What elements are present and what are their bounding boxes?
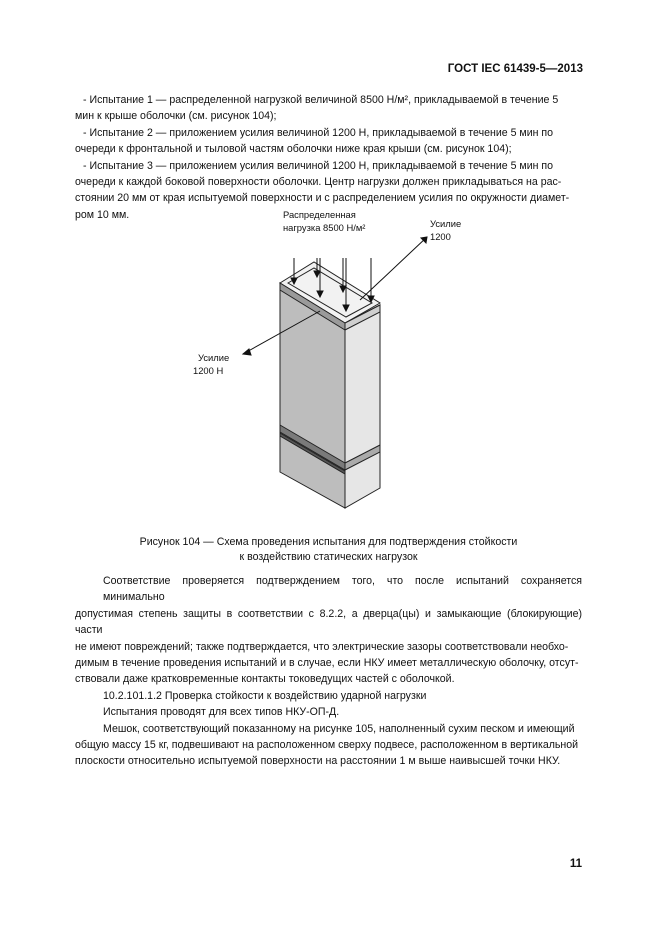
figure-caption: [75, 535, 582, 565]
force-top-label-line1: Усилие: [430, 218, 462, 229]
test3-line3: стоянии 20 мм от края испытуемой поверхности и с распределением усилия по окружности диамет-: [75, 192, 570, 205]
body-line4: димым в течение проведения испытаний и в случае, если НКУ имеет металлическую оболочку, отсут-: [75, 657, 579, 670]
test3-line2: очереди к каждой боковой поверхности оболочки. Центр нагрузки должен прикладываться на рас-: [75, 176, 562, 189]
test1-line1: - Испытание 1 — распределенной нагрузкой величиной 8500 Н/м², прикладываемой в течение 5: [83, 94, 559, 106]
page-number: 11: [569, 858, 582, 870]
section-heading: 10.2.101.1.2 Проверка стойкости к воздействию ударной нагрузки: [103, 689, 427, 702]
standard-header: ГОСТ IEC 61439-5—2013: [447, 63, 583, 75]
test1-line2: мин к крыше оболочки (см. рисунок 104);: [75, 110, 277, 123]
body-line9: общую массу 15 кг, подвешивают на расположенном сверху подвесе, расположенном в вертикальной: [75, 739, 579, 752]
test2-line1: - Испытание 2 — приложением усилия величиной 1200 Н, прикладываемой в течение 5 мин по: [83, 126, 554, 139]
body-line1: Соответствие проверяется подтверждением того, что после испытаний сохраняется минимально: [103, 575, 582, 604]
force-arrow-top: [360, 237, 427, 300]
body-line3: не имеют повреждений; также подтверждается, что электрические зазоры соответствовали необхо-: [75, 640, 569, 653]
body-line7: Испытания проводят для всех типов НКУ-ОП-Д.: [103, 706, 340, 719]
body-line10: плоскости относительно испытуемой поверхности на расстоянии 1 м выше наивысшей точки НКУ.: [75, 755, 561, 768]
test2-line2: очереди к фронтальной и тыловой частям оболочки ниже края крыши (см. рисунок 104);: [75, 143, 512, 156]
body-line8: Мешок, соответствующий показанному на рисунке 105, наполненный сухим песком и имеющий: [103, 722, 575, 735]
test3-line4: ром 10 мм.: [75, 208, 130, 221]
force-top-label-line2: 1200: [430, 231, 451, 242]
body-line5: ствовали даже кратковременные контакты токоведущих частей с оболочкой.: [75, 673, 455, 686]
body-line2: допустимая степень защиты в соответствии с 8.2.2, а дверца(цы) и замыкающие (блокирующие) части: [75, 607, 582, 637]
force-side-label-line2: 1200 Н: [193, 365, 224, 376]
load-label-line2: нагрузка 8500 Н/м²: [283, 222, 366, 233]
test3-line1: - Испытание 3 — приложением усилия величиной 1200 Н, прикладываемой в течение 5 мин по: [83, 159, 554, 172]
load-label-line1: Распределенная: [283, 209, 356, 220]
caption-line1: Рисунок 104 — Схема проведения испытания для подтверждения стойкости: [139, 536, 518, 548]
force-side-label-line1: Усилие: [198, 352, 230, 363]
caption-line2: к воздействию статических нагрузок: [239, 551, 418, 563]
body-text: [75, 573, 582, 770]
enclosure-side-face: [345, 305, 380, 508]
